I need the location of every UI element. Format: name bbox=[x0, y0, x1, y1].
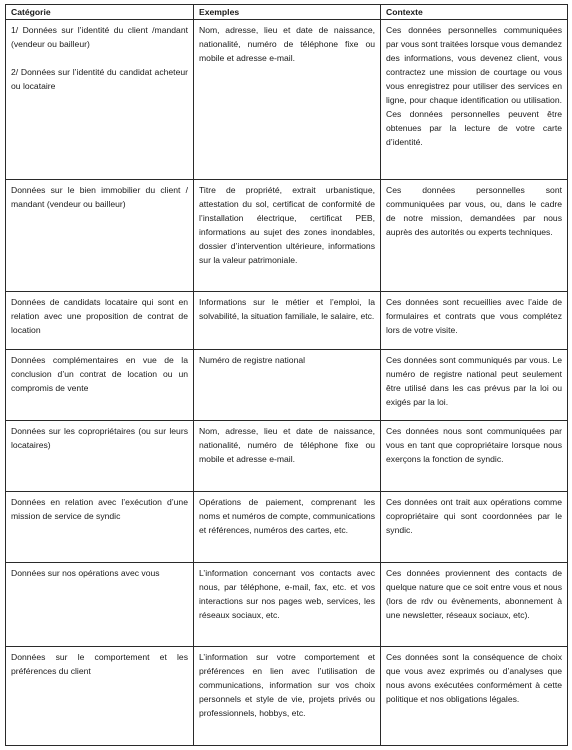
cell-exemples: Nom, adresse, lieu et date de naissance, nationalité, numéro de téléphone fixe ou mobile et adresse e-mail. bbox=[194, 421, 381, 492]
cell-categorie bbox=[6, 20, 194, 180]
table-row bbox=[6, 180, 568, 292]
data-categories-table bbox=[5, 4, 568, 746]
cell-exemples: Nom, adresse, lieu et date de naissance, nationalité, numéro de téléphone fixe ou mobile et adresse e-mail. bbox=[194, 20, 381, 180]
cell-categorie: Données sur les copropriétaires (ou sur leurs locataires) bbox=[6, 421, 194, 492]
cell-contexte: Ces données ont trait aux opérations comme copropriétaire qui sont coordonnées par le syndic. bbox=[381, 492, 568, 563]
table-row bbox=[6, 292, 568, 350]
category-text: 2/ Données sur l’identité du candidat acheteur ou locataire bbox=[11, 67, 188, 91]
cell-exemples: Informations sur le métier et l’emploi, la solvabilité, la situation familiale, le salaire, etc. bbox=[194, 292, 381, 350]
cell-contexte: Ces données personnelles communiquées par vous sont traitées lorsque vous demandez des informations, vous devenez client, vous contractez une mission de courtage ou vous vous enregistrez pour utiliser des services en ligne, pour chaque identification ou utilisation. Ces données personnelles peuvent être obtenues par la lecture de votre carte d’identité. bbox=[381, 20, 568, 180]
cell-exemples: Titre de propriété, extrait urbanistique, attestation du sol, certificat de conformité de l’installation électrique, certificat PEB, informations au sujet des zones inondables, dossier d’intervention ultérieure, informations sur la valeur patrimoniale. bbox=[194, 180, 381, 292]
table-row bbox=[6, 350, 568, 421]
cell-contexte: Ces données personnelles sont communiquées par vous, ou, dans le cadre de notre mission, demandées par nous auprès des autorités ou experts techniques. bbox=[381, 180, 568, 292]
table-header-row bbox=[6, 5, 568, 20]
cell-exemples: L’information sur votre comportement et préférences en lien avec l’utilisation de communications, information sur vos choix personnels et style de vie, projets privés ou professionnels, hobbys, etc. bbox=[194, 647, 381, 746]
cell-categorie: Données de candidats locataire qui sont en relation avec une proposition de contrat de location bbox=[6, 292, 194, 350]
cell-contexte: Ces données sont recueillies avec l’aide de formulaires et contrats que vous complétez lors de votre visite. bbox=[381, 292, 568, 350]
header-contexte: Contexte bbox=[381, 5, 568, 20]
header-categorie: Catégorie bbox=[6, 5, 194, 20]
cell-contexte: Ces données proviennent des contacts de quelque nature que ce soit entre vous et nous (lors de rdv ou évènements, abonnement à une newsletter, réseaux sociaux, etc). bbox=[381, 563, 568, 647]
table-row bbox=[6, 647, 568, 746]
header-exemples: Exemples bbox=[194, 5, 381, 20]
table-row bbox=[6, 492, 568, 563]
table-row bbox=[6, 563, 568, 647]
cell-contexte: Ces données sont communiqués par vous. Le numéro de registre national peut seulement être utilisé dans les cas prévus par la loi ou exigés par la loi. bbox=[381, 350, 568, 421]
cell-categorie: Données sur le comportement et les préférences du client bbox=[6, 647, 194, 746]
category-text: 1/ Données sur l’identité du client /mandant (vendeur ou bailleur) bbox=[11, 25, 188, 49]
cell-exemples: Numéro de registre national bbox=[194, 350, 381, 421]
cell-categorie: Données sur le bien immobilier du client / mandant (vendeur ou bailleur) bbox=[6, 180, 194, 292]
cell-contexte: Ces données nous sont communiquées par vous en tant que copropriétaire lorsque nous exerçons la fonction de syndic. bbox=[381, 421, 568, 492]
cell-categorie: Données sur nos opérations avec vous bbox=[6, 563, 194, 647]
table-row bbox=[6, 421, 568, 492]
cell-exemples: L’information concernant vos contacts avec nous, par téléphone, e-mail, fax, etc. et vos interactions sur nos pages web, services, les réseaux sociaux, etc. bbox=[194, 563, 381, 647]
cell-categorie: Données en relation avec l’exécution d’une mission de service de syndic bbox=[6, 492, 194, 563]
table-row bbox=[6, 20, 568, 180]
cell-contexte: Ces données sont la conséquence de choix que vous avez exprimés ou d’analyses que nous avons exécutées conformément à cette politique et nos obligations légales. bbox=[381, 647, 568, 746]
cell-categorie: Données complémentaires en vue de la conclusion d’un contrat de location ou un compromis de vente bbox=[6, 350, 194, 421]
spacer bbox=[11, 51, 188, 65]
cell-exemples: Opérations de paiement, comprenant les noms et numéros de compte, communications et références, numéros des cartes, etc. bbox=[194, 492, 381, 563]
